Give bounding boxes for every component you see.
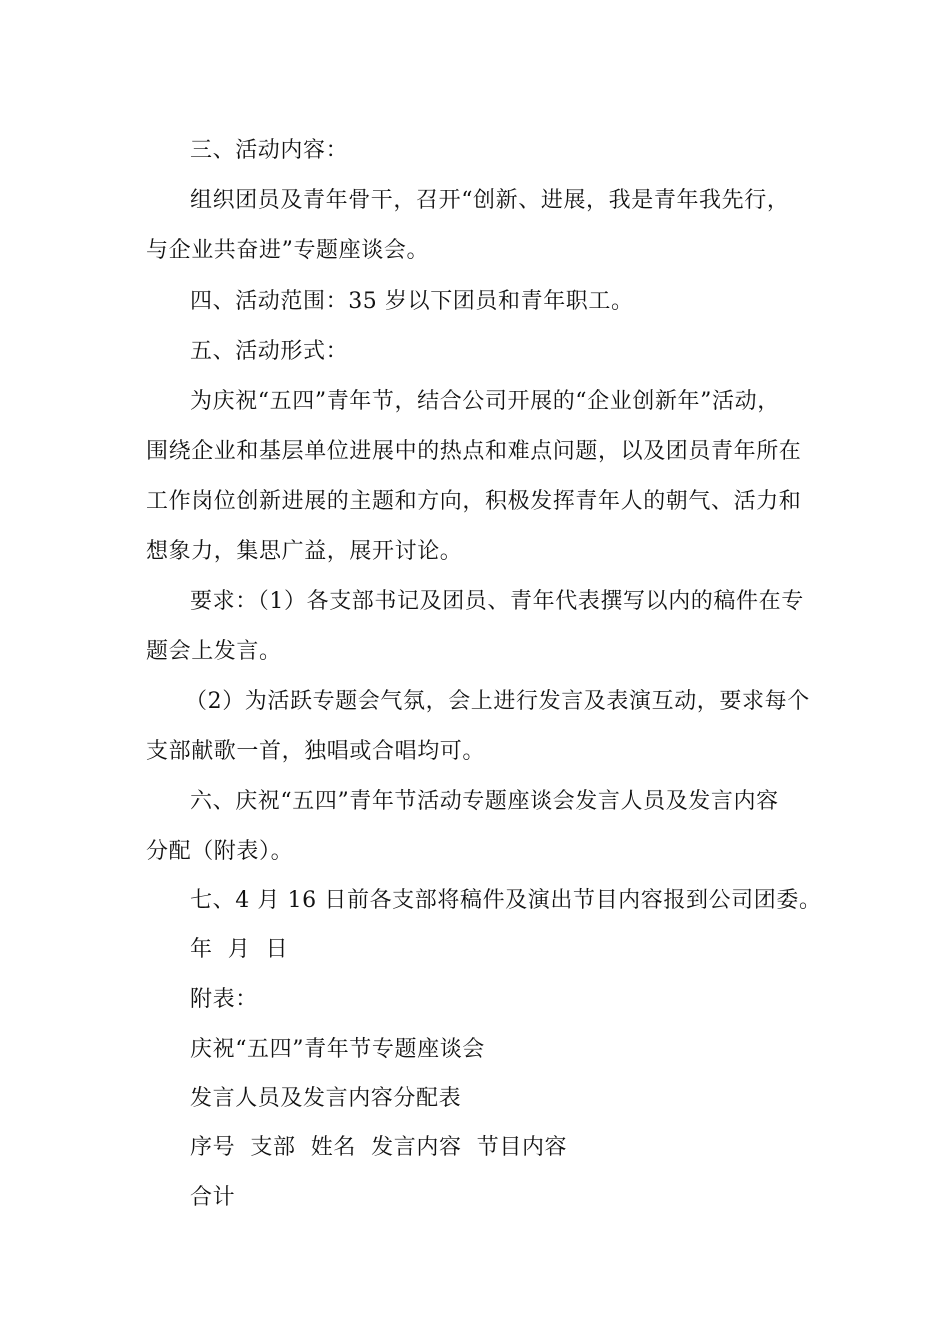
section3-body-line-1: 组织团员及青年骨干，召开“创新、进展，我是青年我先行， [190,188,790,213]
section5-body-line-4: 想象力，集思广益，展开讨论。 [146,539,463,564]
appendix-label: 附表： [190,987,258,1012]
date-line: 年 月 日 [190,937,289,962]
requirement-2-line-1: （2）为活跃专题会气氛，会上进行发言及表演互动，要求每个 [185,689,810,714]
appendix-title-1: 庆祝“五四”青年节专题座谈会 [190,1037,485,1062]
requirement-2-line-2: 支部献歌一首，独唱或合唱均可。 [146,739,486,764]
section3-body-line-2: 与企业共奋进”专题座谈会。 [146,238,430,263]
section3-heading: 三、活动内容： [190,138,349,163]
section6-line-1: 六、庆祝“五四”青年节活动专题座谈会发言人员及发言内容 [190,789,779,814]
requirement-1-line-1: 要求：（1）各支部书记及团员、青年代表撰写以内的稿件在专 [190,589,804,614]
section5-heading: 五、活动形式： [190,339,349,364]
section4-heading: 四、活动范围：35 岁以下团员和青年职工。 [190,289,634,314]
section6-line-2: 分配（附表）。 [146,839,294,864]
section5-body-line-1: 为庆祝“五四”青年节，结合公司开展的“企业创新年”活动， [190,389,780,414]
appendix-total: 合计 [190,1185,236,1210]
section7-text: 七、4 月 16 日前各支部将稿件及演出节目内容报到公司团委。 [190,888,822,913]
section5-body-line-2: 围绕企业和基层单位进展中的热点和难点问题，以及团员青年所在 [146,439,802,464]
appendix-table-header: 序号 支部 姓名 发言内容 节目内容 [190,1135,568,1160]
appendix-title-2: 发言人员及发言内容分配表 [190,1086,462,1111]
requirement-1-line-2: 题会上发言。 [146,639,282,664]
section5-body-line-3: 工作岗位创新进展的主题和方向，积极发挥青年人的朝气、活力和 [146,489,802,514]
